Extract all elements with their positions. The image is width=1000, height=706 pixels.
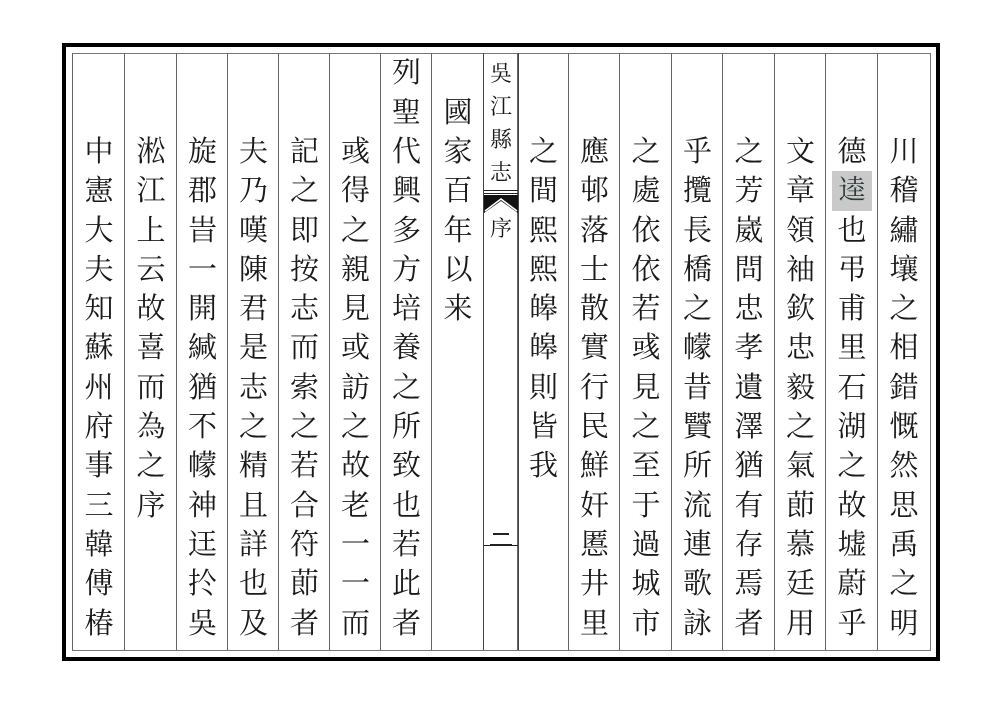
character: 記	[289, 134, 319, 168]
character: 君	[238, 291, 268, 326]
character: 多	[391, 212, 421, 247]
character: 乃	[238, 173, 268, 208]
character: 大	[84, 212, 114, 247]
character: 皞	[528, 291, 558, 326]
character: 稽	[889, 173, 919, 208]
character: 上	[136, 212, 166, 247]
character: 夫	[238, 134, 268, 168]
character: 皞	[528, 330, 558, 365]
character: 莭	[289, 566, 319, 601]
character: 依	[631, 212, 661, 247]
character: 則	[528, 369, 558, 404]
character: 之	[528, 134, 558, 168]
character: 之	[682, 291, 712, 326]
character: 市	[631, 605, 661, 640]
character: 以	[443, 251, 473, 286]
character: 若	[391, 526, 421, 561]
character: 若	[631, 291, 661, 326]
character: 吳	[187, 605, 217, 640]
character: 所	[682, 448, 712, 483]
character: 乎	[682, 134, 712, 168]
fishtail-rule-bottom	[484, 193, 518, 194]
character: 者	[734, 605, 764, 640]
character: 一	[187, 251, 217, 286]
column-text	[775, 132, 826, 643]
character: 實	[579, 330, 609, 365]
character: 三	[84, 487, 114, 522]
character: 之	[734, 134, 764, 168]
column-text	[279, 132, 330, 643]
character: 慕	[785, 526, 815, 561]
character: 養	[391, 330, 421, 365]
character: 忠	[734, 291, 764, 326]
text-column-r2	[825, 53, 878, 650]
text-column-l5	[227, 53, 279, 650]
character: 之	[837, 448, 867, 483]
column-text	[878, 132, 930, 643]
character: 故	[837, 487, 867, 522]
character: 按	[289, 251, 319, 286]
character: 喜	[136, 330, 166, 365]
character: 家	[443, 133, 473, 168]
character: 流	[682, 487, 712, 522]
character: 乎	[837, 605, 867, 640]
text-column-l8	[72, 53, 125, 650]
character: 贒	[682, 409, 712, 444]
character: 熙	[528, 251, 558, 286]
character: 傅	[84, 566, 114, 601]
character: 澤	[734, 409, 764, 444]
character: 志	[289, 291, 319, 326]
character: 然	[889, 448, 919, 483]
character: 長	[682, 212, 712, 247]
character: 一	[340, 566, 370, 601]
character: 一	[340, 526, 370, 561]
character: 椿	[84, 605, 114, 640]
text-column-r7	[568, 53, 620, 650]
fishtail-rule-top	[484, 190, 518, 191]
text-column-r8	[517, 53, 569, 650]
character: 老	[340, 487, 370, 522]
character: 聖	[391, 94, 421, 129]
character: 故	[340, 448, 370, 483]
character: 年	[443, 212, 473, 247]
character: 彧	[631, 330, 661, 365]
text-column-r6	[619, 53, 672, 650]
character: 禹	[889, 526, 919, 561]
book-title-char: 江	[489, 95, 512, 120]
character: 詠	[682, 605, 712, 640]
character: 索	[289, 369, 319, 404]
column-text	[228, 132, 279, 643]
character: 芳	[734, 173, 764, 208]
character: 甫	[837, 291, 867, 326]
character: 氣	[785, 448, 815, 483]
character: 是	[238, 330, 268, 365]
character: 章	[785, 173, 815, 208]
column-text	[620, 132, 672, 643]
column-text	[826, 132, 878, 643]
character: 神	[187, 487, 217, 522]
character: 橋	[682, 251, 712, 286]
character: 江	[136, 173, 166, 208]
character: 親	[340, 251, 370, 286]
character: 及	[238, 605, 268, 640]
character: 即	[289, 212, 319, 247]
column-text	[672, 132, 723, 643]
character: 欽	[785, 291, 815, 326]
character: 之	[889, 566, 919, 601]
character: 或	[340, 330, 370, 365]
character: 攬	[682, 173, 712, 208]
character: 知	[84, 291, 114, 326]
character: 彧	[340, 134, 370, 168]
character: 憲	[84, 173, 114, 208]
book-title-char: 志	[489, 161, 512, 186]
character: 明	[889, 605, 919, 640]
character: 里	[837, 330, 867, 365]
character: 猶	[187, 369, 217, 404]
page-number-rule	[484, 545, 518, 546]
character: 用	[785, 605, 815, 640]
character: 而	[289, 330, 319, 365]
character: 井	[579, 566, 609, 601]
character: 廷	[785, 566, 815, 601]
character: 猶	[734, 448, 764, 483]
character: 者	[391, 605, 421, 640]
column-text	[330, 132, 381, 643]
character: 旹	[187, 212, 217, 247]
page-number-text	[484, 53, 485, 54]
column-text	[432, 93, 484, 329]
character: 序	[136, 487, 166, 522]
character: 見	[631, 369, 661, 404]
character: 壤	[889, 251, 919, 286]
character: 里	[579, 605, 609, 640]
character: 志	[238, 369, 268, 404]
character: 興	[391, 173, 421, 208]
text-column-r4	[722, 53, 775, 650]
character: 繡	[889, 212, 919, 247]
character: 幪	[682, 330, 712, 365]
character: 民	[579, 409, 609, 444]
character: 不	[187, 409, 217, 444]
character: 熙	[528, 212, 558, 247]
character: 扵	[187, 566, 217, 601]
character: 于	[631, 487, 661, 522]
highlighted-character: 逵	[832, 171, 872, 210]
character: 中	[84, 134, 114, 168]
character: 迋	[187, 526, 217, 561]
character: 奸	[579, 487, 609, 522]
character: 陳	[238, 251, 268, 286]
column-text	[381, 53, 432, 642]
character: 慨	[889, 409, 919, 444]
character: 之	[631, 409, 661, 444]
character: 韓	[84, 526, 114, 561]
character: 之	[391, 369, 421, 404]
character: 嘆	[238, 212, 268, 247]
book-title	[484, 58, 518, 190]
character: 士	[579, 251, 609, 286]
character: 也	[837, 212, 867, 247]
character: 開	[187, 291, 217, 326]
character: 訪	[340, 369, 370, 404]
character: 問	[734, 251, 764, 286]
character: 州	[84, 369, 114, 404]
character: 鮮	[579, 448, 609, 483]
character: 見	[340, 291, 370, 326]
character: 遺	[734, 369, 764, 404]
section-label: 序	[489, 217, 512, 242]
text-column-r1	[877, 53, 930, 650]
character: 者	[289, 605, 319, 640]
character: 府	[84, 409, 114, 444]
character: 為	[136, 409, 166, 444]
character: 歌	[682, 566, 712, 601]
character: 孝	[734, 330, 764, 365]
character: 緘	[187, 330, 217, 365]
text-column-l3	[329, 53, 381, 650]
character: 至	[631, 448, 661, 483]
column-text	[125, 132, 177, 525]
character: 此	[391, 566, 421, 601]
character: 也	[238, 566, 268, 601]
character: 詳	[238, 526, 268, 561]
text-column-r5	[671, 53, 723, 650]
character: 也	[391, 487, 421, 522]
character: 之	[289, 173, 319, 208]
character: 云	[136, 251, 166, 286]
column-text	[518, 132, 569, 486]
character: 慝	[579, 526, 609, 561]
character: 忠	[785, 330, 815, 365]
character: 之	[136, 448, 166, 483]
page-number-stroke	[493, 533, 509, 535]
character: 百	[443, 173, 473, 208]
character: 落	[579, 212, 609, 247]
character: 蘇	[84, 330, 114, 365]
character: 皆	[528, 409, 558, 444]
character: 國	[443, 94, 473, 129]
character: 合	[289, 487, 319, 522]
text-column-l1	[431, 53, 484, 650]
character: 之	[238, 409, 268, 444]
character: 之	[289, 409, 319, 444]
character: 所	[391, 409, 421, 444]
character: 文	[785, 134, 815, 168]
character: 邨	[579, 173, 609, 208]
character: 昔	[682, 369, 712, 404]
character: 精	[238, 448, 268, 483]
character: 崴	[734, 212, 764, 247]
character: 方	[391, 251, 421, 286]
character: 過	[631, 526, 661, 561]
character: 符	[289, 526, 319, 561]
character: 領	[785, 212, 815, 247]
character: 我	[528, 448, 558, 483]
character: 墟	[837, 526, 867, 561]
character: 間	[528, 173, 558, 208]
character: 處	[631, 173, 661, 208]
character: 而	[340, 605, 370, 640]
character: 袖	[785, 251, 815, 286]
character: 存	[734, 526, 764, 561]
character: 得	[340, 173, 370, 208]
text-column-r3	[774, 53, 826, 650]
text-column-l7	[124, 53, 177, 650]
text-column-l6	[176, 53, 228, 650]
character: 城	[631, 566, 661, 601]
character: 之	[340, 212, 370, 247]
character: 川	[889, 134, 919, 168]
character: 若	[289, 448, 319, 483]
character: 淞	[136, 134, 166, 168]
character: 来	[443, 291, 473, 326]
text-column-l2	[380, 53, 432, 650]
character: 相	[889, 330, 919, 365]
character: 行	[579, 369, 609, 404]
center-strip	[483, 53, 519, 650]
character: 致	[391, 448, 421, 483]
character: 代	[391, 133, 421, 168]
character: 石	[837, 369, 867, 404]
page-number	[484, 533, 518, 545]
character: 毅	[785, 369, 815, 404]
character: 培	[391, 291, 421, 326]
character: 弔	[837, 251, 867, 286]
character: 有	[734, 487, 764, 522]
column-text	[569, 132, 620, 643]
character: 郡	[187, 173, 217, 208]
character: 依	[631, 251, 661, 286]
character: 夫	[84, 251, 114, 286]
character: 且	[238, 487, 268, 522]
character: 莭	[785, 487, 815, 522]
character: 焉	[734, 566, 764, 601]
character: 德	[837, 134, 867, 168]
character: 散	[579, 291, 609, 326]
character: 之	[889, 291, 919, 326]
character: 連	[682, 526, 712, 561]
character: 錯	[889, 369, 919, 404]
column-text	[177, 132, 228, 643]
character: 蔚	[837, 566, 867, 601]
character: 旋	[187, 134, 217, 168]
book-title-char: 吳	[489, 62, 512, 87]
column-text	[723, 132, 775, 643]
character: 而	[136, 369, 166, 404]
text-column-l4	[278, 53, 330, 650]
character: 事	[84, 448, 114, 483]
character: 之	[785, 409, 815, 444]
character: 之	[340, 409, 370, 444]
book-title-char: 縣	[489, 128, 512, 153]
character: 之	[631, 134, 661, 168]
character: 思	[889, 487, 919, 522]
character: 應	[579, 134, 609, 168]
fishtail-icon	[484, 195, 518, 213]
character: 列	[391, 55, 421, 90]
column-text	[73, 132, 125, 643]
character: 幪	[187, 448, 217, 483]
character: 湖	[837, 409, 867, 444]
character: 故	[136, 291, 166, 326]
